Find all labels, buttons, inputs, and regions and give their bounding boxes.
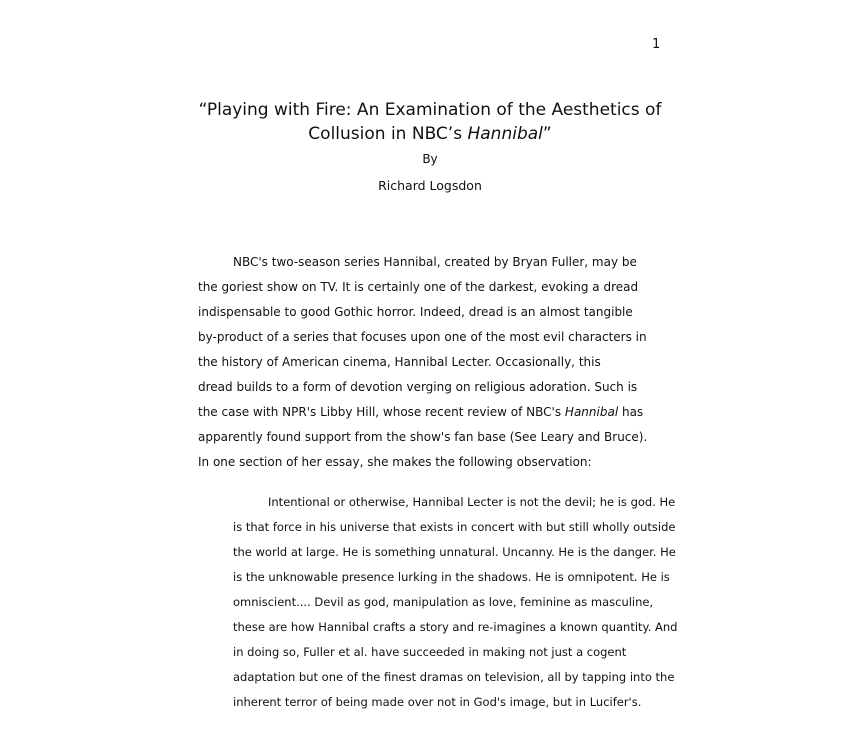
body-line: indispensable to good Gothic horror. Indeed, dread is an almost tangible — [198, 305, 633, 319]
body-line: by-product of a series that focuses upon one of the most evil characters in — [198, 330, 647, 344]
title-line-2-prefix: Collusion in NBC’s — [308, 124, 468, 144]
body-line: apparently found support from the show's fan base (See Leary and Bruce). — [198, 430, 648, 444]
body-line-7-suffix: has — [618, 405, 644, 419]
quote-line: Intentional or otherwise, Hannibal Lecter is not the devil; he is god. He — [268, 495, 676, 509]
quote-line: inherent terror of being made over not in God's image, but in Lucifer's. — [233, 695, 642, 709]
body-italic-hannibal: Hannibal — [564, 405, 619, 419]
body-line: dread builds to a form of devotion verging on religious adoration. Such is — [198, 380, 638, 394]
body-line: the goriest show on TV. It is certainly one of the darkest, evoking a dread — [198, 280, 639, 294]
author-name: Richard Logsdon — [378, 178, 482, 193]
body-line — [198, 400, 668, 425]
quote-line: the world at large. He is something unnatural. Uncanny. He is the danger. He — [233, 545, 676, 559]
quote-line: adaptation but one of the finest dramas on television, all by tapping into the — [233, 670, 675, 684]
title-italic-hannibal: Hannibal — [467, 124, 543, 144]
body-line-7-prefix: the case with NPR's Libby Hill, whose recent review of NBC's — [198, 405, 565, 419]
title-line-2-suffix: ” — [542, 124, 552, 144]
page-number: 1 — [652, 37, 661, 52]
byline: By — [422, 152, 438, 166]
quote-line: these are how Hannibal crafts a story and re-imagines a known quantity. And — [233, 620, 678, 634]
quote-line: is that force in his universe that exists in concert with but still wholly outside — [233, 520, 676, 534]
body-paragraph — [198, 250, 668, 475]
quote-line: in doing so, Fuller et al. have succeeded in making not just a cogent — [233, 645, 627, 659]
title-line-1: “Playing with Fire: An Examination of the Aesthetics of — [198, 100, 662, 120]
title-line-2 — [150, 122, 710, 146]
body-line: In one section of her essay, she makes the following observation: — [198, 455, 592, 469]
body-line: the history of American cinema, Hannibal Lecter. Occasionally, this — [198, 355, 601, 369]
body-line: NBC's two-season series Hannibal, created by Bryan Fuller, may be — [233, 255, 637, 269]
block-quote — [233, 490, 678, 715]
quote-line: omniscient.... Devil as god, manipulation as love, feminine as masculine, — [233, 595, 654, 609]
quote-line: is the unknowable presence lurking in the shadows. He is omnipotent. He is — [233, 570, 670, 584]
paper-title — [150, 98, 710, 146]
